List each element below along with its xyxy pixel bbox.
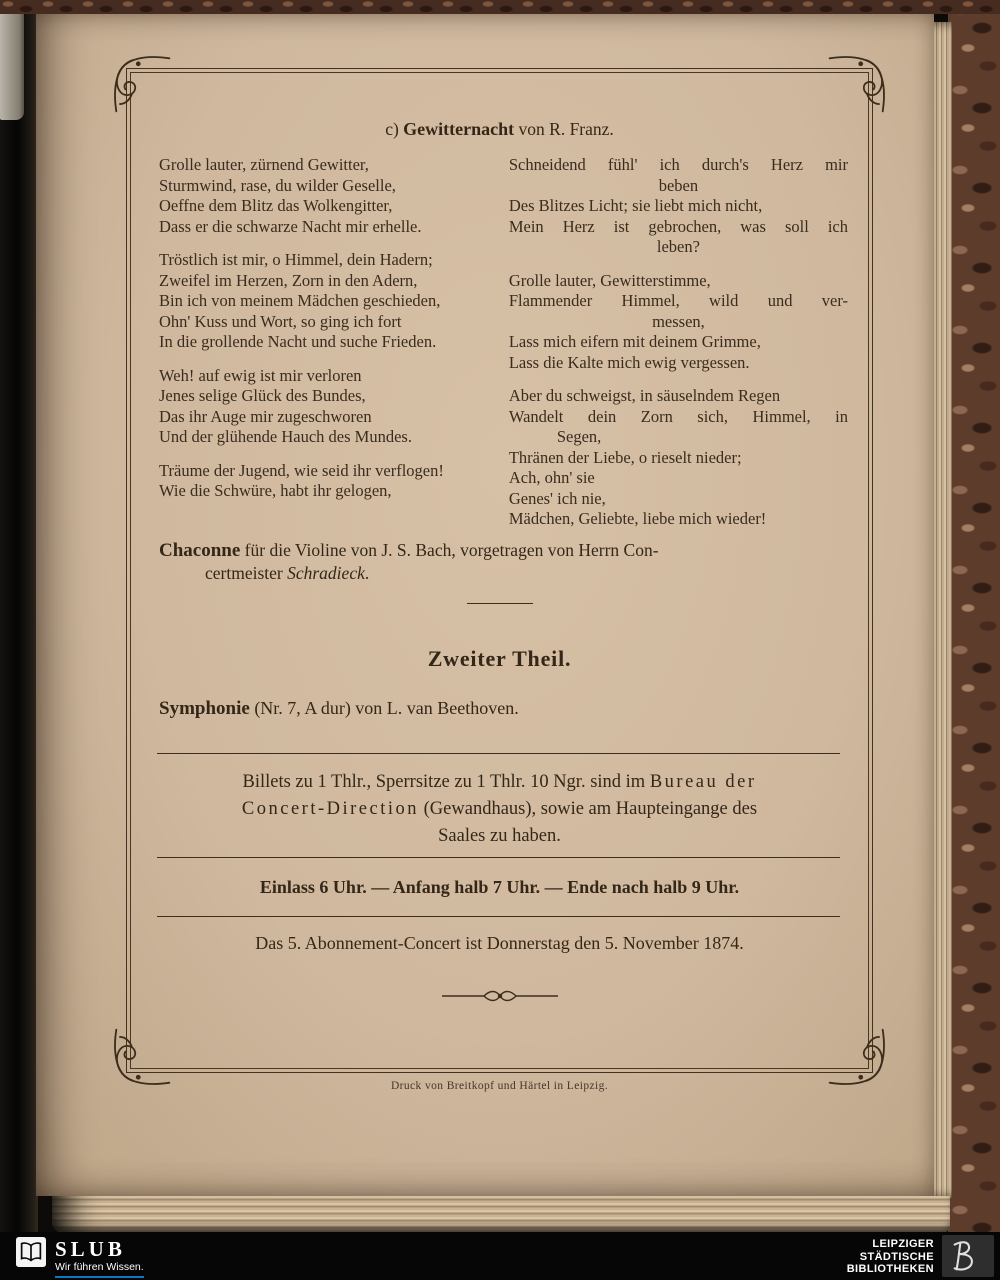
verse-line: Jenes selige Glück des Bundes, (159, 386, 366, 405)
library-footer-bar (0, 1232, 1000, 1280)
lyrics-right-column (509, 155, 848, 543)
corner-flourish-icon (826, 51, 890, 115)
verse-line: Tröstlich ist mir, o Himmel, dein Hadern; (159, 250, 433, 269)
verse-line: Grolle lauter, Gewitterstimme, (508, 270, 711, 290)
verse-line: Zweifel im Herzen, Zorn in den Adern, (159, 270, 418, 290)
horizontal-rule (157, 857, 840, 858)
chaconne-line1 (159, 539, 844, 562)
symphony-title: Symphonie (159, 698, 250, 719)
song-byline: von R. Franz. (514, 119, 614, 139)
stanza (159, 250, 483, 353)
stanza (509, 386, 848, 530)
book-cover-marble-edge (948, 0, 1000, 1234)
verse-line: Das ihr Auge mir zugeschworen (159, 406, 372, 426)
divider-ornament-icon (440, 987, 560, 1005)
ticket-text-spaced: Concert-Direction (241, 799, 420, 819)
part-two-heading: Zweiter Theil. (427, 646, 572, 671)
verse-line: Oeffne dem Blitz das Wolkengitter, (159, 196, 393, 215)
library-name-line: LEIPZIGER (872, 1238, 934, 1250)
library-monogram-icon (949, 1237, 987, 1275)
verse-line: Grolle lauter, zürnend Gewitter, (159, 155, 369, 174)
slub-logo-icon (16, 1237, 46, 1267)
ticket-text: Billets zu 1 Thlr., Sperrsitze zu 1 Thlr. 10 Ngr. sind im (242, 772, 650, 792)
song-name: Gewitternacht (403, 119, 515, 139)
book-cover-top-edge (0, 0, 1000, 14)
verse-line: beben (658, 175, 699, 195)
verse-line: Thränen der Liebe, o rieselt nieder; (508, 447, 742, 467)
verse-line: Lass mich eifern mit deinem Grimme, (508, 332, 761, 351)
verse-line: Lass die Kalte mich ewig vergessen. (508, 352, 750, 372)
book-spine-gutter (0, 0, 38, 1234)
slub-tagline: Wir führen Wissen. (55, 1261, 144, 1278)
corner-flourish-icon (826, 1026, 890, 1090)
chaconne-rest: für die Violine von J. S. Bach, vorgetragen von Herrn Con- (240, 540, 659, 560)
verse-line: Genes' ich nie, (508, 488, 606, 508)
concert-times: Einlass 6 Uhr. — Anfang halb 7 Uhr. — Ende nach halb 9 Uhr. (259, 877, 740, 897)
symphony-entry (159, 698, 844, 720)
library-name-line: BIBLIOTHEKEN (846, 1263, 934, 1275)
verse-line: Ach, ohn' sie (508, 468, 595, 487)
verse-line: leben? (656, 237, 700, 256)
ornamental-frame (126, 68, 873, 1073)
verse-line: Bin ich von meinem Mädchen geschieden, (159, 291, 441, 310)
verse-line: Ohn' Kuss und Wort, so ging ich fort (159, 311, 402, 331)
song-title (127, 119, 872, 140)
chaconne-line2 (159, 562, 844, 585)
horizontal-rule (157, 916, 840, 917)
verse-line: Träume der Jugend, wie seid ihr verflogen! (159, 460, 444, 480)
ticket-line (149, 769, 850, 796)
ticket-text: (Gewandhaus), sowie am Haupteingange des (419, 799, 758, 819)
ticket-line (149, 796, 850, 823)
verse-line: Segen, (556, 427, 602, 446)
corner-flourish-icon (109, 1026, 173, 1090)
slub-text-block (55, 1237, 144, 1278)
verse-line: Mädchen, Geliebte, liebe mich wieder! (508, 509, 767, 528)
next-concert-announcement: Das 5. Abonnement-Concert ist Donnerstag den 5. November 1874. (255, 933, 744, 953)
ticket-text-spaced: Bureau der (649, 772, 757, 792)
slub-wordmark: SLUB (55, 1237, 126, 1261)
chaconne-entry (159, 539, 844, 585)
verse-line: Dass er die schwarze Nacht mir erhelle. (159, 216, 422, 236)
verse-line: Weh! auf ewig ist mir verloren (159, 365, 362, 385)
lyrics-left-column (159, 155, 483, 543)
section-divider-rule (467, 603, 533, 604)
ticket-line (149, 823, 850, 850)
ticket-text: Saales zu haben. (438, 826, 561, 846)
stanza (159, 461, 483, 502)
library-name-line: STÄDTISCHE (859, 1250, 934, 1263)
song-label: c) (385, 119, 404, 139)
stanza (509, 271, 848, 374)
verse-line: Wie die Schwüre, habt ihr gelogen, (159, 481, 392, 500)
chaconne-pre: certmeister (205, 563, 288, 583)
page-stack-edge-right (934, 22, 952, 1198)
slub-branding (16, 1237, 144, 1278)
stanza (509, 155, 848, 258)
chaconne-title: Chaconne (159, 540, 241, 561)
chaconne-period: . (364, 563, 370, 583)
verse-line: Mein Herz ist gebrochen, was soll ich (508, 216, 848, 236)
horizontal-rule (157, 753, 840, 754)
printer-imprint: Druck von Breitkopf und Härtel in Leipzig. (390, 1080, 609, 1092)
verse-line: Und der glühende Hauch des Mundes. (159, 427, 412, 446)
corner-flourish-icon (109, 51, 173, 115)
verse-line: Des Blitzes Licht; sie liebt mich nicht, (508, 196, 763, 215)
verse-line: Schneidend fühl' ich durch's Herz mir (508, 155, 848, 174)
verse-line: Flammender Himmel, wild und ver- (508, 291, 848, 310)
page-edge-sliver (0, 14, 24, 120)
library-monogram-badge (942, 1235, 994, 1277)
performer-name: Schradieck (287, 563, 365, 583)
lyrics-columns (159, 155, 848, 543)
verse-line: Aber du schweigst, in säuselndem Regen (508, 386, 781, 405)
library-name-block (847, 1238, 934, 1276)
page-stack-edge-bottom (52, 1196, 950, 1232)
symphony-rest: (Nr. 7, A dur) von L. van Beethoven. (249, 698, 519, 718)
program-page (36, 14, 934, 1196)
ticket-info (149, 769, 850, 850)
verse-line: Wandelt dein Zorn sich, Himmel, in (508, 406, 848, 426)
verse-line: Sturmwind, rase, du wilder Geselle, (159, 175, 396, 195)
stanza (159, 155, 483, 237)
verse-line: In die grollende Nacht und suche Frieden. (159, 332, 437, 351)
stanza (159, 366, 483, 448)
verse-line: messen, (652, 311, 705, 331)
